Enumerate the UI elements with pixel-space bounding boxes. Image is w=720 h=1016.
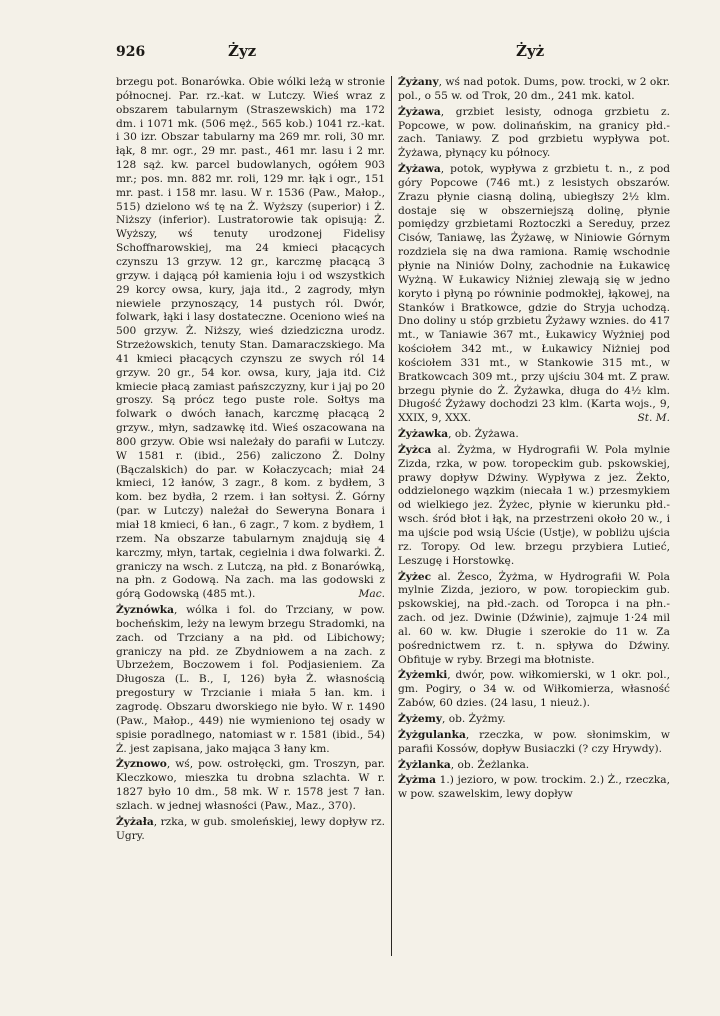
entry-headword: Żyżawka <box>398 428 449 441</box>
dictionary-entry <box>116 758 385 813</box>
entry-body: , ob. Żeżlanka. <box>450 758 530 771</box>
dictionary-entry <box>116 816 385 844</box>
dictionary-entry <box>116 604 385 756</box>
dictionary-entry <box>398 729 670 757</box>
entry-headword: Żyżma <box>398 774 436 787</box>
dictionary-entry <box>398 163 670 426</box>
entry-headword: Żyżlanka <box>398 758 451 771</box>
dictionary-entry <box>398 669 670 711</box>
entry-headword: Żyżany <box>398 76 439 88</box>
entry-headword: Żyznówka <box>116 604 174 617</box>
dictionary-entry <box>398 444 670 569</box>
column-divider <box>391 76 392 956</box>
dictionary-entry <box>116 76 385 602</box>
entry-headword: Żyżgulanka <box>398 728 466 741</box>
running-head-left: Żyz <box>228 42 257 60</box>
dictionary-entry <box>398 76 670 104</box>
entry-body: , wólka i fol. do Trzciany, w pow. bocheńskim, leży na lewym brzegu Stradomki, na zach. od Trzciany a na płd. od Libichowy; graniczy na płd. ze Zbydniowem a na zach. z Ubrzeżem, Boczowem i fol. Podjasieniem. Za Długosza (L. B., I, 126) była Ż. własnością pregostury w Trzcianie i miała 5 łan. km. i zagrodę. Obszaru dworskiego nie było. W r. 1490 (Paw., Małop., 449) nie wymieniono tej osady w spisie poradlnego, natomiast w r. 1581 (ibid., 54) Ż. jest zapisana, jako mająca 3 łany km. <box>116 604 385 755</box>
entry-headword: Żyżca <box>398 443 432 456</box>
author-signature: St. M. <box>637 412 670 425</box>
entry-body: , potok, wypływa z grzbietu t. n., z pod góry Popcowe (746 mt.) z lesistych obszarów. Zrazu płynie ciasną doliną, ubiegłszy 2½ klm. dostaje się w obszerniejszą dolinę, płynie pomiędzy grzbietami Roztoczki a Sereduy, przez Cisów, Taniawę, las Żyżawę, w Niniowie Górnym rozdziela się na dwa ramiona. Ramię wschodnie płynie na Niniów Dolny, zachodnie na Łukawicę Wyżną. W Łukawicy Niżniej zlewają się w jedno koryto i płyną po równinie podmokłej, łąkowej, na Stanków i Bratkowce, gdzie do Stryja uchodzą. Dno doliny u stóp grzbietu Żyżawy wznies. do 417 mt., w Taniawie 367 mt., Łukawicy Wyżniej pod kościołem 342 mt., w Łukawicy Niżniej pod kościołem 331 mt., w Stankowie 315 mt., w Bratkowcach 309 mt., przy ujściu 304 mt. Z praw. brzegu płynie do Ż. Żyżawka, długa do 4½ klm. Długość Żyżawy dochodzi 23 klm. (Karta wojs., 9, XXIX, 9, XXX. <box>398 163 670 425</box>
entry-body: , ob. Żyżawa. <box>448 428 519 441</box>
entry-headword: Żyżawa <box>398 163 441 176</box>
entry-headword: Żyżała <box>116 815 154 828</box>
entry-headword: Żyżemy <box>398 712 443 725</box>
entry-body: , ob. Żyżmy. <box>442 712 506 725</box>
dictionary-entry <box>398 571 670 668</box>
page-number: 926 <box>116 44 146 60</box>
dictionary-entry <box>398 713 670 727</box>
entry-headword: Żyznowo <box>116 758 167 771</box>
entry-body: , rzka, w gub. smoleńskiej, lewy dopływ rz. Ugry. <box>116 815 385 842</box>
entry-body: , grzbiet lesisty, odnoga grzbietu z. Popcowe, w pow. dolinańskim, na granicy płd.-zach. Taniawy. Z pod grzbietu wypływa pot. Żyżawa, płynący ku północy. <box>398 105 670 160</box>
entry-body: , dwór, pow. wiłkomierski, w 1 okr. pol., gm. Pogiry, o 34 w. od Wiłkomierza, własność Zabów, 60 dzies. (24 lasu, 1 nieuż.). <box>398 669 670 710</box>
dictionary-entry <box>398 428 670 442</box>
right-column <box>398 76 670 956</box>
entry-body: , wś nad potok. Dums, pow. trocki, w 2 okr. pol., o 55 w. od Trok, 20 dm., 241 mk. katol. <box>398 76 670 102</box>
author-signature: Mac. <box>358 588 385 601</box>
entry-body: 1.) jezioro, w pow. trockim. 2.) Ż., rzeczka, w pow. szawelskim, lewy dopływ <box>398 774 670 801</box>
dictionary-entry <box>398 106 670 161</box>
dictionary-entry <box>398 774 670 802</box>
dictionary-entry <box>398 759 670 773</box>
entry-body: al. Żyżma, w Hydrografii W. Pola mylnie Zizda, rzka, w pow. toropeckim gub. pskowskiej, prawy dopływ Dźwiny. Wypływa z jez. Żekto, oddzielonego wązkim (niecała 1 w.) przesmykiem od wielkiego jez. Żyżec, płynie w kierunku płd.-wsch. śród błot i łąk, na przestrzeni około 20 w., i ma ujście pod wsią Uście (Ustje), w pobliżu ujścia rz. Toropy. Od lew. brzegu przybiera Lutieć, Leszugę i Horstowkę. <box>398 443 670 567</box>
left-column <box>116 76 385 956</box>
entry-body: brzegu pot. Bonarówka. Obie wólki leżą w stronie północnej. Par. rz.-kat. w Lutczy. Wieś wraz z obszarem tabularnym (Straszewskich) ma 172 dm. i 1071 mk. (506 męż., 565 kob.) 1041 rz.-kat. i 30 izr. Obszar tabularny ma 269 mr. roli, 30 mr. łąk, 8 mr. ogr., 29 mr. past., 461 mr. lasu i 2 mr. 128 sąż. kw. parcel budowlanych, ogółem 903 mr.; pos. mn. 882 mr. roli, 129 mr. łąk i ogr., 151 mr. past. i 158 mr. lasu. W r. 1536 (Paw., Małop., 515) dzielono wś tę na Ż. Wyższy (superior) i Ż. Niższy (inferior). Lustratorowie tak opisują: Ż. Wyższy, wś tenuty urodzonej Fidelisy Schoffnarowskiej, ma 24 kmieci płacących czynszu 13 grzyw. 12 gr., karczmę płacącą 3 grzyw. i dającą pół kamienia łoju i od wszystkich 29 korcy owsa, kury, jaja itd., 2 zagrody, młyn niewiele przynoszący, 14 pustych ról. Dwór, folwark, łąki i lasy dostateczne. Oceniono wieś na 500 grzyw. Ż. Niższy, wieś dziedziczna urodz. Strzeżowskich, tenuty Stan. Damaraczskiego. Ma 41 kmieci płacących czynszu ze swych ról 14 grzyw. 20 gr., 54 kor. owsa, kury, jaja itd. Ciż kmiecie płacą zamiast pańszczyzny, kur i jaj po 20 groszy. Są prócz tego puste role. Sołtys ma folwark o dwóch łanach, karczmę płacącą 2 grzyw., młyn, sadzawkę itd. Wieś oszacowana na 800 grzyw. Obie wsi należały do parafii w Lutczy. W 1581 r. (ibid., 256) zaliczono Ż. Dolny (Bączalskich) do par. w Kołaczycach; miał 24 kmieci, 12 łanów, 3 zagr., 8 kom. z bydłem, 3 kom. bez bydła, 2 rzem. i łan sołtysi. Ż. Górny (par. w Lutczy) należał do Seweryna Bonara i miał 18 kmieci, 6 łan., 6 zagr., 7 kom. z bydłem, 1 rzem. Na obszarze tabularnym znajdują się 4 karczmy, młyn, tartak, cegielnia i dwa folwarki. Ż. graniczy na wsch. z Lutczą, na płd. z Bonarówką, na płn. z Godową. Na zach. ma las godowski z górą Godowską (485 mt.). <box>116 76 385 601</box>
entry-body: al. Żesco, Żyżma, w Hydrografii W. Pola mylnie Zizda, jezioro, w pow. toropieckim gub. pskowskiej, na płd.-zach. od Toropca i na płn.-zach. od jez. Dwinie (Dźwinie), zajmuje 1·24 mil al. 60 w. kw. Długie i szerokie do 11 w. Za pośrednictwem rz. t. n. spływa do Dźwiny. Obfituje w ryby. Brzegi ma błotniste. <box>398 570 670 666</box>
entry-body: , rzeczka, w pow. słonimskim, w parafii Kossów, dopływ Busiaczki (? czy Hrywdy). <box>398 728 670 755</box>
entry-headword: Żyżec <box>398 570 432 583</box>
entry-headword: Żyżemki <box>398 669 448 682</box>
running-head-right: Żyż <box>516 42 545 60</box>
entry-headword: Żyżawa <box>398 105 441 118</box>
entry-body: , wś, pow. ostrołęcki, gm. Troszyn, par. Kleczkowo, mieszka tu drobna szlachta. W r. 1827 było 10 dm., 58 mk. W r. 1578 jest 7 łan. szlach. w jednej własności (Paw., Maz., 370). <box>116 758 385 812</box>
